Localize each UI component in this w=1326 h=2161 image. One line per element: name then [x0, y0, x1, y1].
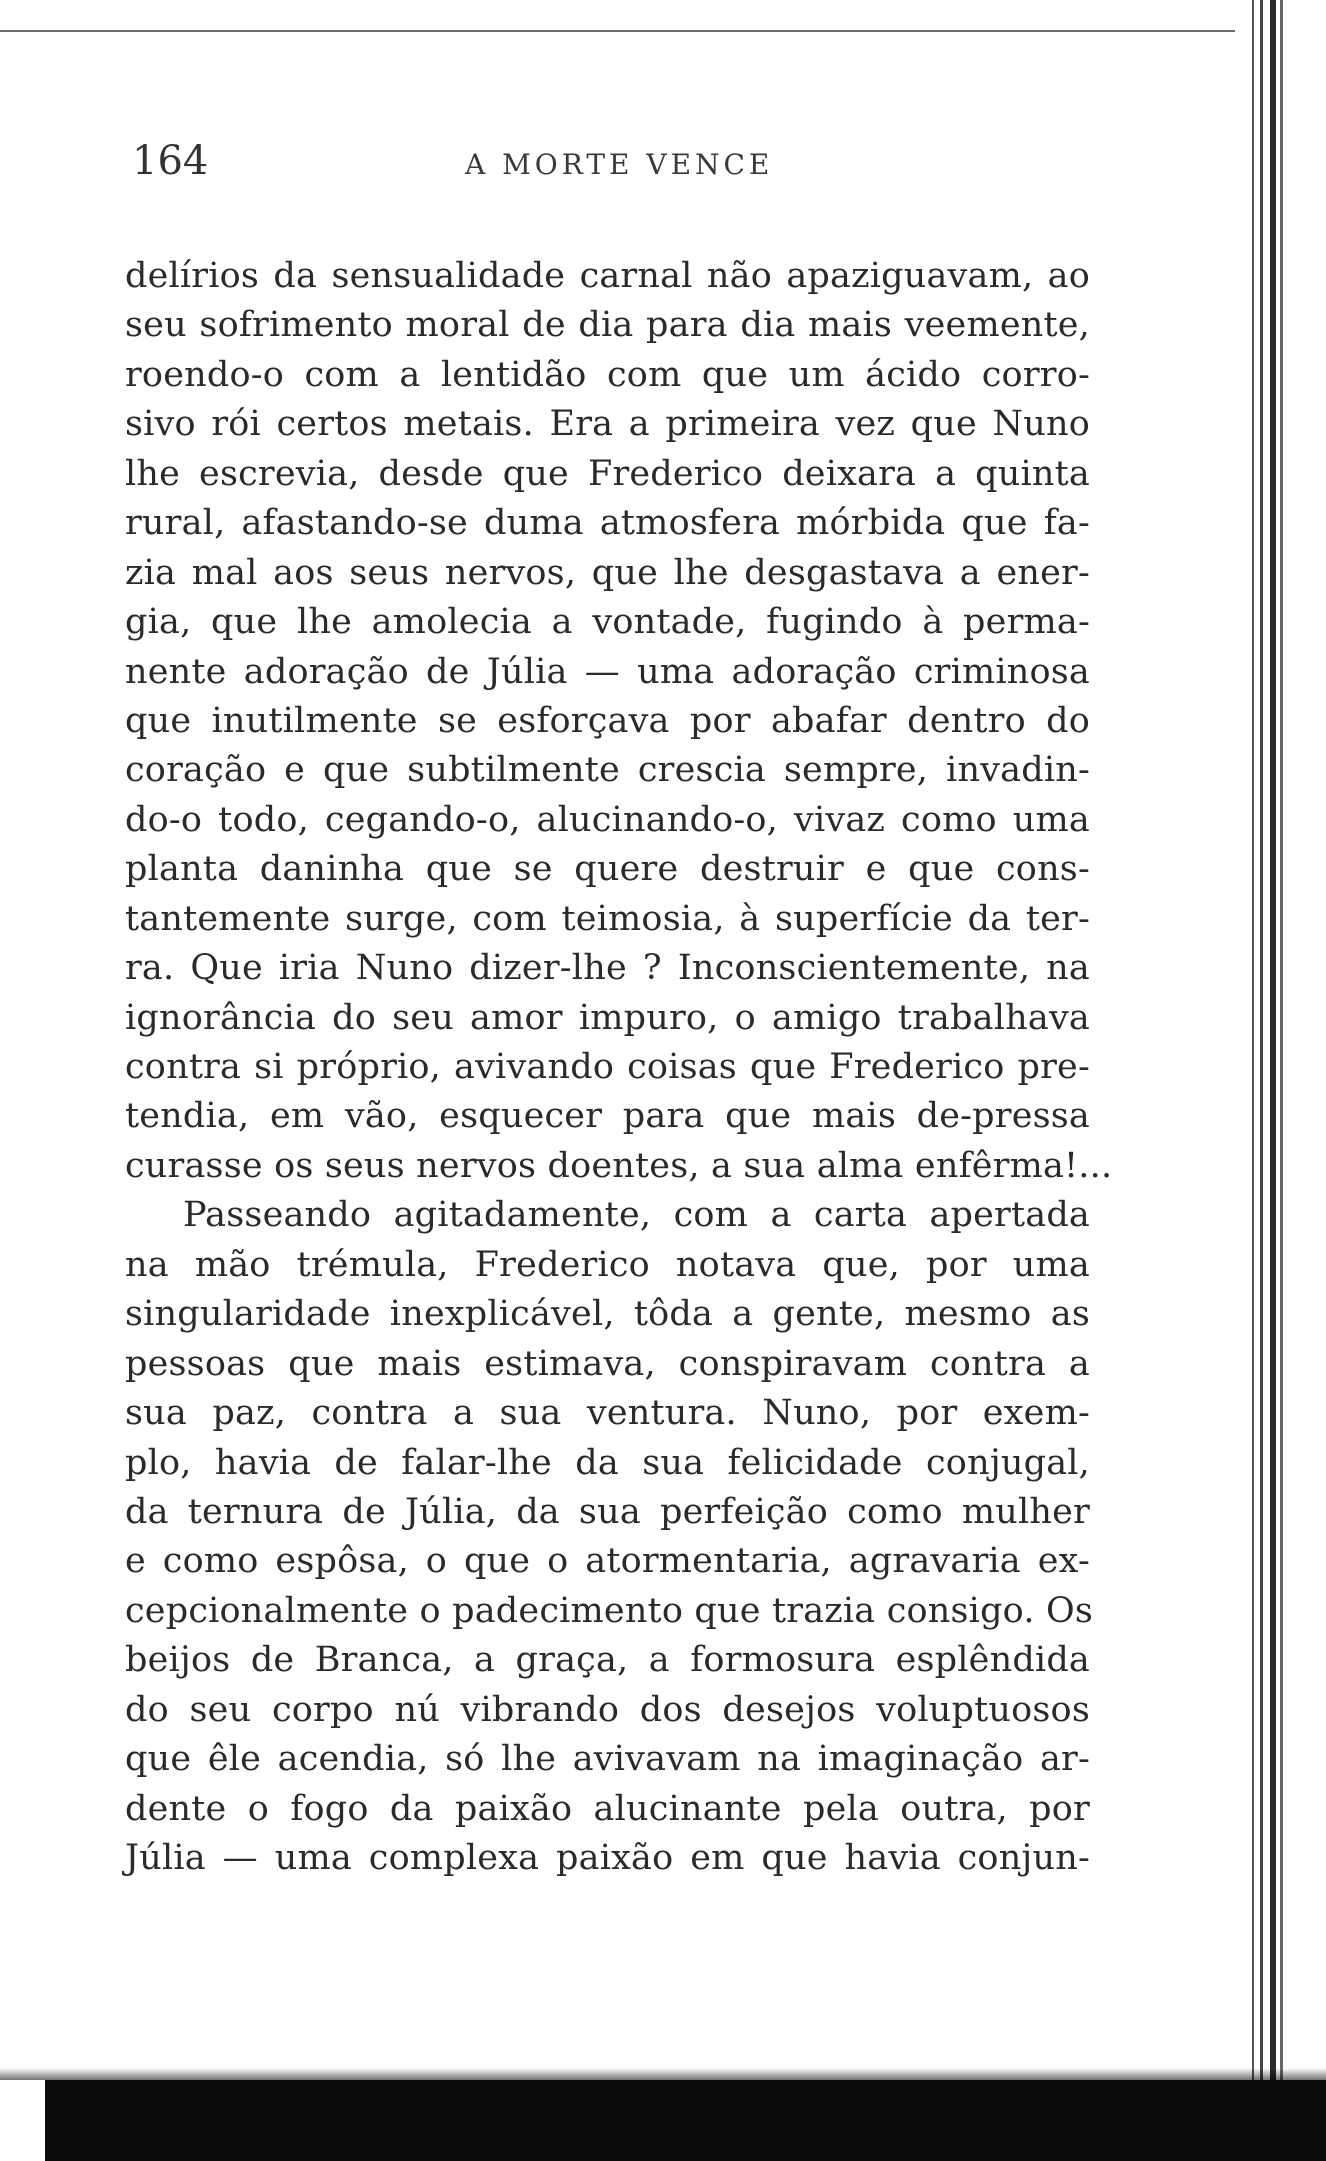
running-title: A MORTE VENCE [465, 148, 774, 181]
text-line: beijos de Branca, a graça, a formosura esplêndida [125, 1640, 1090, 1681]
text-line: roendo-o com a lentidão com que um ácido corro- [125, 354, 1090, 395]
text-line: ignorância do seu amor impuro, o amigo trabalhava [125, 997, 1090, 1038]
text-line: contra si próprio, avivando coisas que Frederico pre- [125, 1047, 1090, 1087]
top-edge-rule [0, 30, 1235, 32]
bottom-shadow [0, 2068, 1326, 2080]
text-line: gia, que lhe amolecia a vontade, fugindo à perma- [125, 602, 1090, 643]
text-line: nente adoração de Júlia — uma adoração criminosa [125, 651, 1090, 692]
text-line: curasse os seus nervos doentes, a sua alma enfêrma!... [125, 1145, 1113, 1186]
bottom-edge-band [45, 2080, 1326, 2161]
text-line: ra. Que iria Nuno dizer-lhe ? Inconscientemente, na [125, 948, 1090, 989]
text-line: que inutilmente se esforçava por abafar dentro do [125, 700, 1090, 741]
body-text [125, 252, 1113, 1883]
text-line: rural, afastando-se duma atmosfera mórbida que fa- [125, 503, 1090, 544]
text-line: do-o todo, cegando-o, alucinando-o, vivaz como uma [125, 799, 1090, 840]
text-line: sivo rói certos metais. Era a primeira vez que Nuno [125, 404, 1090, 445]
text-line: seu sofrimento moral de dia para dia mais veemente, [125, 305, 1090, 346]
text-line: delírios da sensualidade carnal não apaziguavam, ao [125, 256, 1090, 296]
text-line: tantemente surge, com teimosia, à superfície da ter- [125, 898, 1090, 939]
text-line: tendia, em vão, esquecer para que mais de-pressa [125, 1096, 1090, 1137]
text-line: cepcionalmente o padecimento que trazia consigo. Os [125, 1590, 1094, 1631]
text-line: e como espôsa, o que o atormentaria, agravaria ex- [125, 1541, 1090, 1582]
text-line: coração e que subtilmente crescia sempre, invadin- [125, 750, 1090, 791]
text-line: dente o fogo da paixão alucinante pela outra, por [125, 1788, 1090, 1829]
text-line: planta daninha que se quere destruir e que cons- [125, 849, 1090, 890]
text-line: sua paz, contra a sua ventura. Nuno, por exem- [125, 1393, 1090, 1434]
text-line: zia mal aos seus nervos, que lhe desgastava a ener- [125, 552, 1090, 593]
text-line: na mão trémula, Frederico notava que, por uma [125, 1244, 1090, 1285]
text-line: Júlia — uma complexa paixão em que havia conjun- [125, 1838, 1090, 1878]
text-line: que êle acendia, só lhe avivavam na imaginação ar- [125, 1739, 1090, 1780]
paragraph-start-line: Passeando agitadamente, com a carta apertada [183, 1195, 1090, 1236]
page-number: 164 [132, 138, 209, 184]
text-line: singularidade inexplicável, tôda a gente, mesmo as [125, 1294, 1090, 1335]
text-line: da ternura de Júlia, da sua perfeição como mulher [125, 1491, 1090, 1532]
text-line: pessoas que mais estimava, conspiravam contra a [125, 1343, 1090, 1384]
text-line: plo, havia de falar-lhe da sua felicidade conjugal, [125, 1442, 1090, 1483]
text-line: do seu corpo nú vibrando dos desejos voluptuosos [125, 1689, 1090, 1730]
book-spine-shadow [1240, 0, 1326, 2161]
page-header [120, 138, 1085, 198]
text-line: lhe escrevia, desde que Frederico deixara a quinta [125, 453, 1090, 494]
